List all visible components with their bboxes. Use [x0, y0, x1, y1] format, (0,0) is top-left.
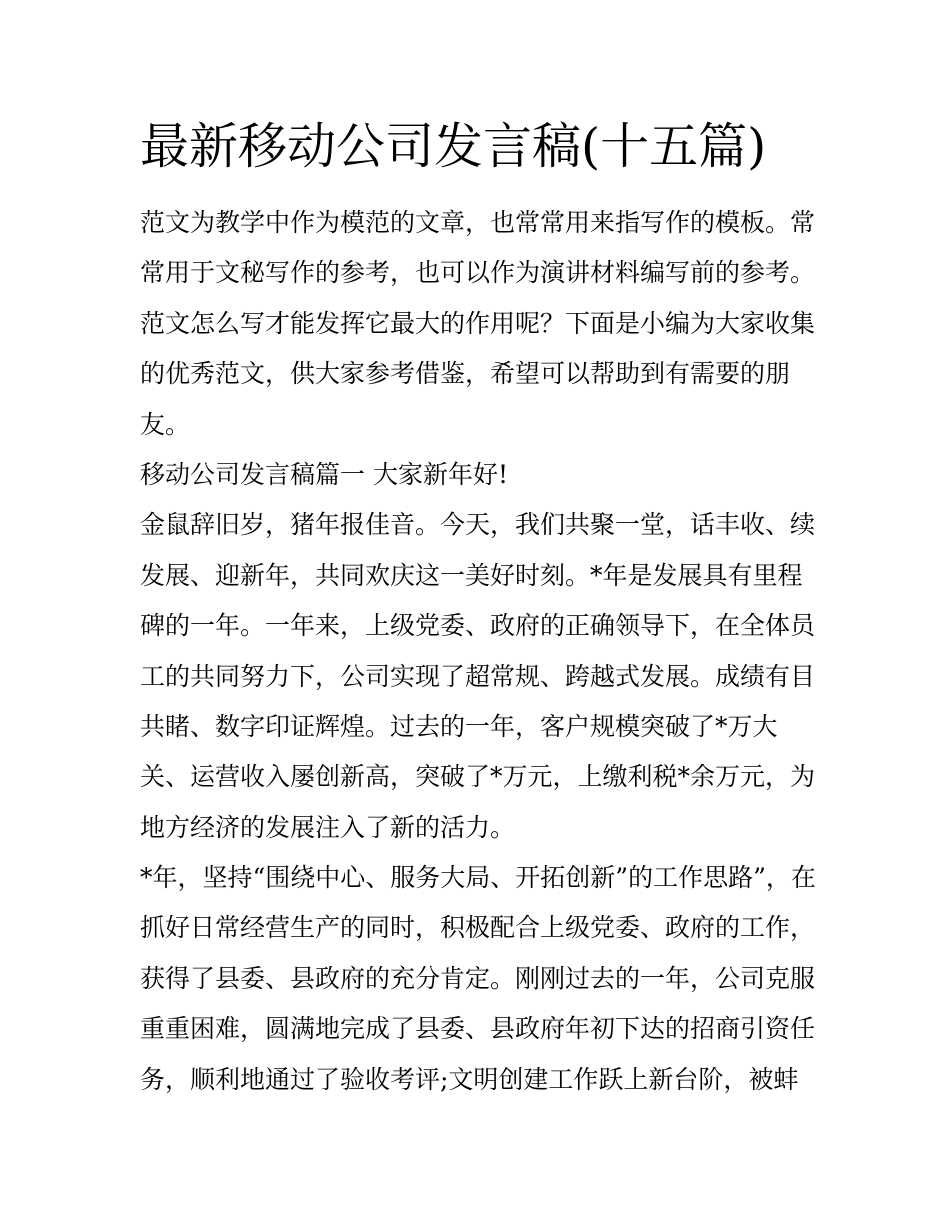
- text-line: *年，坚持“围绕中心、服务大局、开拓创新”的工作思路”，在: [140, 863, 816, 893]
- text-line: 碑的一年。一年来，上级党委、政府的正确领导下，在全体员: [140, 611, 816, 641]
- text-line: 常用于文秘写作的参考，也可以作为演讲材料编写前的参考。: [140, 258, 816, 288]
- text-line: 范文怎么写才能发挥它最大的作用呢？下面是小编为大家收集: [140, 308, 816, 338]
- text-line: 关、运营收入屡创新高，突破了*万元，上缴利税*余万元，为: [140, 762, 816, 792]
- text-line: 务，顺利地通过了验收考评;文明创建工作跃上新台阶，被蚌: [140, 1064, 799, 1094]
- text-line: 获得了县委、县政府的充分肯定。刚刚过去的一年，公司克服: [140, 963, 816, 993]
- document-body: [140, 198, 816, 1105]
- text-line: 抓好日常经营生产的同时，积极配合上级党委、政府的工作，: [140, 913, 816, 943]
- text-line: 共睹、数字印证辉煌。过去的一年，客户规模突破了*万大: [140, 711, 778, 741]
- text-line: 友。: [140, 409, 191, 439]
- text-line: 发展、迎新年，共同欢庆这一美好时刻。*年是发展具有里程: [140, 560, 803, 590]
- text-line: 工的共同努力下，公司实现了超常规、跨越式发展。成绩有目: [140, 661, 816, 691]
- text-line: 金鼠辞旧岁，猪年报佳音。今天，我们共聚一堂，话丰收、续: [140, 510, 816, 540]
- document-title: 最新移动公司发言稿(十五篇): [140, 118, 767, 175]
- text-line: 范文为教学中作为模范的文章，也常常用来指写作的模板。常: [140, 208, 816, 237]
- section-heading: 移动公司发言稿篇一 大家新年好!: [140, 459, 508, 489]
- text-line: 的优秀范文，供大家参考借鉴，希望可以帮助到有需要的朋: [140, 359, 791, 389]
- text-line: 重重困难，圆满地完成了县委、县政府年初下达的招商引资任: [140, 1014, 816, 1044]
- text-line: 地方经济的发展注入了新的活力。: [140, 812, 516, 842]
